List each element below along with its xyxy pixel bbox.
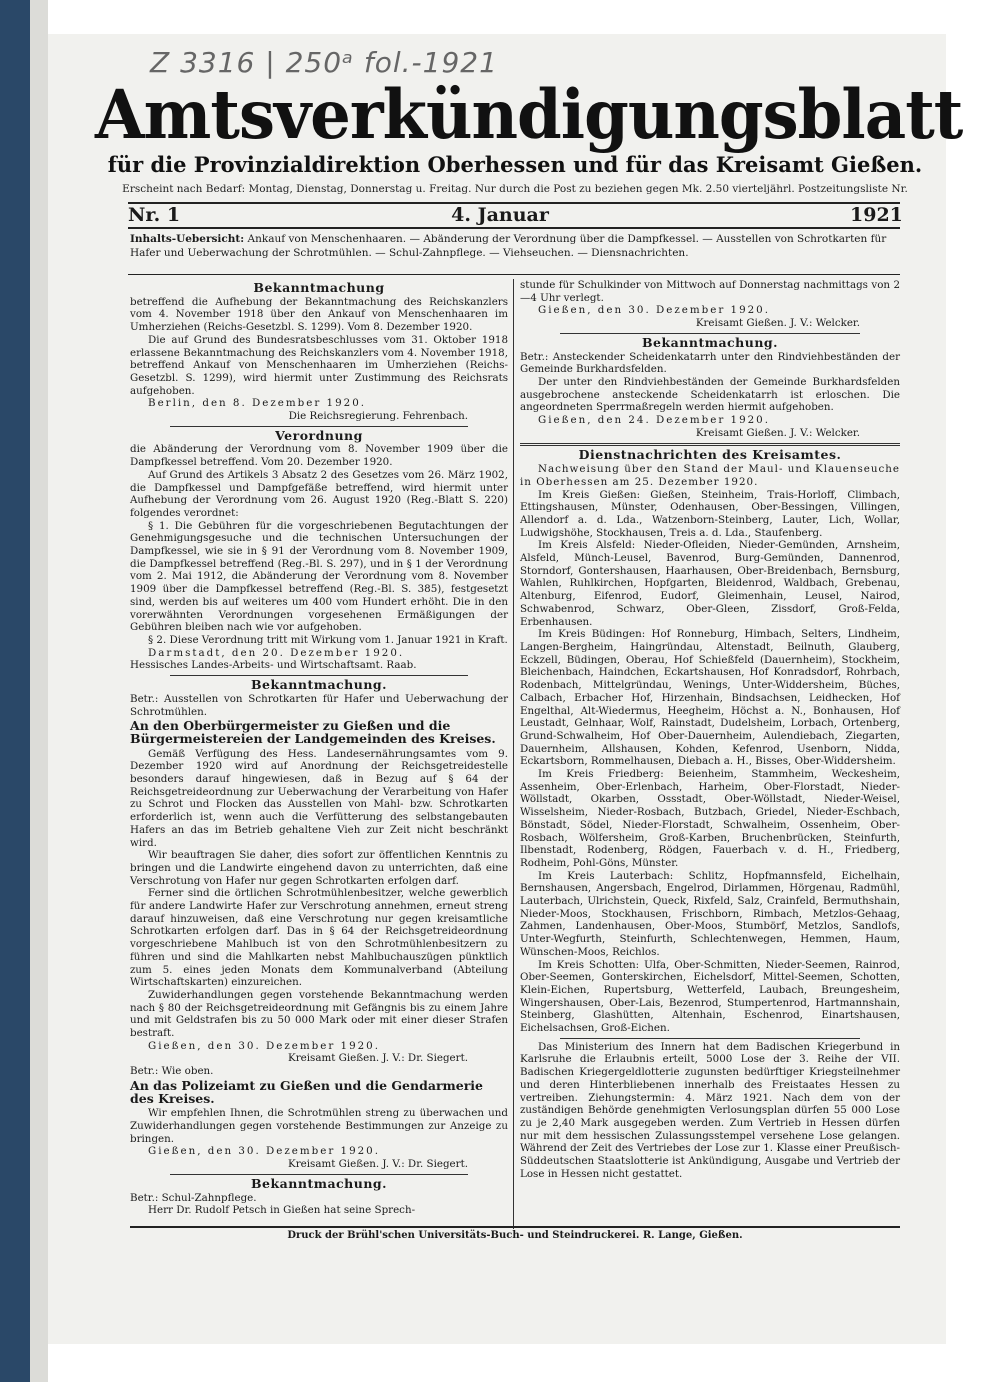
masthead-title: Amtsverkündigungsblatt: [95, 76, 963, 155]
signature: Kreisamt Gießen. J. V.: Dr. Siegert.: [288, 1052, 468, 1065]
printer-footer: Druck der Brühl'schen Universitäts-Buch- und Steindruckerei. R. Lange, Gießen.: [130, 1226, 900, 1241]
section-body: Herr Dr. Rudolf Petsch in Gießen hat seine Sprech-: [148, 1204, 416, 1217]
dateline: Gießen, den 30. Dezember 1920.: [148, 1145, 380, 1158]
right-column: [520, 279, 900, 1181]
issue-year: 1921: [850, 204, 903, 226]
column-separator: [513, 279, 514, 1229]
section-heading: Bekanntmachung.: [641, 334, 779, 350]
signature: Kreisamt Gießen. J. V.: Welcker.: [695, 317, 860, 330]
dateline: Gießen, den 24. Dezember 1920.: [538, 414, 770, 427]
district-list-alsfeld: Im Kreis Alsfeld: Nieder-Ofleiden, Nieder-Gemünden, Arnsheim, Alsfeld, Münch-Leusel, Bavenrod, Burg-Gemünden, Dannenrod, Storndorf, Gontershausen, Haarhausen, Ober-Breidenbach, Bernsburg, Wahlen, Ruhlkirchen, Hopfgarten, Bleidenrod, Waldbach, Grebenau, Altenburg, Eifenrod, Eudorf, Gleimenhain, Leusel, Nairod, Schwabenrod, Schwarz, Ober-Gleen, Zissdorf, Groß-Felda, Erbenhausen.: [520, 539, 900, 628]
issue-date: 4. Januar: [451, 204, 549, 226]
section-body: Auf Grund des Artikels 3 Absatz 2 des Gesetzes vom 26. März 1902, die Dampfkessel und Dampfgefäße betreffend, wird hiermit unter Aufhebung der Verordnung vom 26. August 1920 (Reg.-Blatt S. 220) folgendes verordnet:: [130, 468, 508, 519]
masthead-subtitle: für die Provinzialdirektion Oberhessen und für das Kreisamt Gießen.: [107, 152, 923, 177]
section-divider: [170, 675, 468, 676]
toc-text: Ankauf von Menschenhaaren. — Abänderung der Verordnung über die Dampfkessel. — Ausstellen von Schrotkarten für Hafer und Ueberwachung der Schrotmühlen. — Schul-Zahnpflege. — Viehseuchen. — Diensnachrichten.: [130, 233, 887, 259]
publication-note: Erscheint nach Bedarf: Montag, Dienstag, Donnerstag u. Freitag. Nur durch die Post zu beziehen gegen Mk. 2.50 vierteljährl. Postzeitungsliste Nr.: [122, 183, 908, 195]
district-list-friedberg: Im Kreis Friedberg: Beienheim, Stammheim, Weckesheim, Assenheim, Ober-Erlenbach, Harheim, Ober-Florstadt, Nieder-Wöllstadt, Okarben, Ossstadt, Ober-Wöllstadt, Nieder-Weisel, Wisselsheim, Nieder-Rosbach, Butzbach, Griedel, Nieder-Eschbach, Bönstadt, Södel, Nieder-Florstadt, Schwalheim, Ossenheim, Ober-Rosbach, Wölfersheim, Groß-Karben, Bruchenbrücken, Steinfurth, Ilbenstadt, Rodenberg, Rödgen, Fauerbach v. d. H., Friedberg, Rodheim, Pohl-Göns, Münster.: [520, 768, 900, 869]
section-body: Die auf Grund des Bundesratsbeschlusses vom 31. Oktober 1918 erlassene Bekanntmachung des Reichskanzlers vom 4. November 1918, betreffend Ankauf von Menschenhaaren im Umherziehen (Reichs-Gesetzbl. S. 1299), wird hiermit unter Zustimmung des Reichsrats aufgehoben.: [130, 333, 508, 397]
table-of-contents: [130, 232, 900, 260]
continued-text: stunde für Schulkinder von Mittwoch auf Donnerstag nachmittags von 2—4 Uhr verlegt.: [520, 279, 900, 304]
section-body: § 1. Die Gebühren für die vorgeschriebenen Begutachtungen der Genehmigungsgesuche und die technischen Untersuchungen der Dampfkessel, wie sie in § 91 der Verordnung vom 8. November 1909, die Dampfkessel betreffend (Reg.-Bl. S. 297), und in § 1 der Verordnung vom 2. Mai 1912, die Abänderung der Verordnung vom 8. November 1909 über die Dampfkessel betreffend (Reg.-Bl. S. 385), festgesetzt sind, werden bis auf weiteres um 400 vom Hundert erhöht. Die in den vorerwähnten Verordnungen vorgesehenen Ermäßigungen der Gebühren bleiben nach wie vor aufgehoben.: [130, 519, 508, 634]
section-body: Ferner sind die örtlichen Schrotmühlenbesitzer, welche gewerblich für andere Landwirte Hafer zur Verschrotung annehmen, erneut streng darauf hinzuweisen, daß eine Verschrotung nur gegen kreisamtliche Schrotkarten erfolgen darf. Das in § 64 der Reichsgetreideordnung vorgeschriebene Mahlbuch ist von den Schrotmühlenbesitzern zu führen und sind die Mahlkarten nebst Mahlbuchauszügen pünktlich zum 5. eines jeden Monats dem Kommunalverband (Abteilung Wirtschaftskarten) einzureichen.: [130, 887, 508, 989]
section-heading: Bekanntmachung.: [250, 1175, 388, 1191]
section-body: Wir empfehlen Ihnen, die Schrotmühlen streng zu überwachen und Zuwiderhandlungen gegen vorstehende Bestimmungen zur Anzeige zu bringen.: [130, 1107, 508, 1145]
district-list-buedingen: Im Kreis Büdingen: Hof Ronneburg, Himbach, Selters, Lindheim, Langen-Bergheim, Haingründau, Altenstadt, Beilnuth, Glauberg, Eckzell, Büdingen, Oberau, Hof Schießfeld (Dauernheim), Stockheim, Bleichenbach, Haindchen, Eckartshausen, Hof Konradsdorf, Rohrbach, Rodenbach, Mittelgründau, Wenings, Unter-Widdersheim, Büches, Calbach, Erbacher Hof, Hirzenhain, Bindsachsen, Leidhecken, Hof Engelthal, Alt-Wiedermus, Heegheim, Höchst a. N., Bonhausen, Hof Leustadt, Gelnhaar, Wolf, Rainstadt, Dudelsheim, Lorbach, Ortenberg, Grund-Schwalheim, Hof Ober-Dauernheim, Aulendiebach, Ziegarten, Dauernheim, Allshausen, Kohden, Kefenrod, Usenborn, Nidda, Eckartsborn, Rommelhausen, Diebach a. H., Bisses, Ober-Widdersheim.: [520, 628, 900, 768]
section-body: Der unter den Rindviehbeständen der Gemeinde Burkhardsfelden ausgebrochene ansteckende Scheidenkatarrh ist erloschen. Die angeordneten Sperrmaßregeln werden hiermit aufgehoben.: [520, 375, 900, 414]
signature: Kreisamt Gießen. J. V.: Dr. Siegert.: [288, 1158, 468, 1171]
district-list-schotten: Im Kreis Schotten: Ulfa, Ober-Schmitten, Nieder-Seemen, Rainrod, Ober-Seemen, Gonterskirchen, Eichelsdorf, Mittel-Seemen, Schotten, Klein-Eichen, Rupertsburg, Wetterfeld, Laubach, Breungesheim, Wingershausen, Ober-Lais, Bezenrod, Stumpertenrod, Hartmannshain, Steinberg, Glashütten, Altenhain, Eschenrod, Einartshausen, Eichelsachsen, Groß-Eichen.: [520, 958, 900, 1035]
section-divider: [560, 333, 860, 334]
addressee: An das Polizeiamt zu Gießen und die Gendarmerie des Kreises.: [130, 1077, 483, 1106]
issue-number: Nr. 1: [128, 204, 181, 226]
dateline: Gießen, den 30. Dezember 1920.: [148, 1039, 380, 1052]
subject-line: Betr.: Wie oben.: [130, 1065, 214, 1078]
section-divider: [170, 426, 468, 427]
section-body: § 2. Diese Verordnung tritt mit Wirkung vom 1. Januar 1921 in Kraft.: [148, 633, 508, 646]
subject-line: Betr.: Schul-Zahnpflege.: [130, 1191, 257, 1204]
dateline: Gießen, den 30. Dezember 1920.: [538, 304, 770, 317]
section-divider: [560, 1038, 860, 1039]
subject-line: Betr.: Ansteckender Scheidenkatarrh unter den Rindviehbeständen der Gemeinde Burkhardsfelden.: [520, 350, 900, 376]
section-intro: Nachweisung über den Stand der Maul- und Klauenseuche in Oberhessen am 25. Dezember 1920.: [520, 463, 900, 488]
signature: Hessisches Landes-Arbeits- und Wirtschaftsamt. Raab.: [130, 659, 417, 672]
lottery-notice: Das Ministerium des Innern hat dem Badischen Kriegerbund in Karlsruhe die Erlaubnis erteilt, 5000 Lose der 3. Reihe der VII. Badischen Kriegergeldlotterie zugunsten bedürftiger Kriegsteilnehmer und deren Hinterbliebenen innerhalb des Freistaates Hessen zu vertreiben. Ziehungstermin: 4. März 1921. Nach dem von der zuständigen Behörde genehmigten Verlosungsplan dürfen 55 000 Lose zu je 2,40 Mark ausgegeben werden. Zum Vertrieb in Hessen dürfen nur mit dem hessischen Zulassungsstempel versehene Lose gelangen. Während der Zeit des Vertriebes der Lose zur 1. Klasse einer Preußisch-Süddeutschen Staatslotterie ist Ankündigung, Ausgabe und Vertrieb der Lose in Hessen nicht gestattet.: [520, 1040, 900, 1180]
section-heading: Verordnung: [275, 427, 363, 443]
signature: Die Reichsregierung. Fehrenbach.: [288, 410, 468, 423]
toc-rule: [128, 274, 900, 275]
left-column: [130, 279, 508, 1217]
section-heading: Dienstnachrichten des Kreisamtes.: [578, 447, 842, 463]
archive-pencil-note: Z 3316 | 250ᵃ fol.-1921: [150, 46, 498, 79]
section-intro: betreffend die Aufhebung der Bekanntmachung des Reichskanzlers vom 4. November 1918 über den Ankauf von Menschenhaaren im Umherziehen (Reichs-Gesetzbl. S. 1299). Vom 8. Dezember 1920.: [130, 295, 508, 334]
section-body: Zuwiderhandlungen gegen vorstehende Bekanntmachung werden nach § 80 der Reichsgetreideordnung mit Gefängnis bis zu einem Jahre und mit Geldstrafen bis zu 50 000 Mark oder mit einer dieser Strafen bestraft.: [130, 988, 508, 1040]
issue-rule: [128, 227, 900, 229]
subject-line: Betr.: Ausstellen von Schrotkarten für Hafer und Ueberwachung der Schrotmühlen.: [130, 692, 508, 718]
dateline: Berlin, den 8. Dezember 1920.: [148, 397, 367, 410]
addressee: An den Oberbürgermeister zu Gießen und die Bürgermeistereien der Landgemeinden des Kreises.: [130, 718, 496, 746]
section-heading: Bekanntmachung: [253, 280, 385, 295]
section-body: Gemäß Verfügung des Hess. Landesernährungsamtes vom 9. Dezember 1920 wird auf Anordnung der Reichsgetreidestelle besonders darauf hingewiesen, daß in Bezug auf § 64 der Reichsgetreideordnung zur Ueberwachung der Verarbeitung von Hafer zu Schrot und Flocken das Ausstellen von Mahl- bzw. Schrotkarten erforderlich ist, wenn auch die Verfütterung des selbstangebauten Hafers an das im Betrieb gehaltene Vieh zur Zeit nicht beschränkt wird.: [130, 747, 508, 849]
section-divider: [170, 1174, 468, 1175]
toc-label: Inhalts-Uebersicht:: [130, 233, 245, 245]
section-divider: [520, 443, 900, 446]
section-body: Wir beauftragen Sie daher, dies sofort zur öffentlichen Kenntnis zu bringen und die Landwirte eingehend davon zu unterrichten, daß eine Verschrotung von Hafer nur gegen Schrotkarten erfolgen darf.: [130, 849, 508, 887]
district-list-giessen: Im Kreis Gießen: Gießen, Steinheim, Trais-Horloff, Climbach, Ettingshausen, Münster, Odenhausen, Ober-Bessingen, Villingen, Allendorf a. d. Lda., Watzenborn-Steinberg, Lauter, Lich, Wollar, Ludwigshöhe, Stockhausen, Treis a. d. Lda., Staufenberg.: [520, 488, 900, 539]
signature: Kreisamt Gießen. J. V.: Welcker.: [695, 426, 860, 439]
section-heading: Bekanntmachung.: [250, 677, 388, 693]
section-intro: die Abänderung der Verordnung vom 8. November 1909 über die Dampfkessel betreffend. Vom 20. Dezember 1920.: [130, 443, 508, 469]
dateline: Darmstadt, den 20. Dezember 1920.: [148, 646, 405, 659]
district-list-lauterbach: Im Kreis Lauterbach: Schlitz, Hopfmannsfeld, Eichelhain, Bernshausen, Angersbach, Engelrod, Dirlammen, Hörgenau, Radmühl, Lauterbach, Ulrichstein, Queck, Rixfeld, Salz, Crainfeld, Bermuthshain, Nieder-Moos, Stockhausen, Frischborn, Rimbach, Metzlos-Gehaag, Zahmen, Landenhausen, Ober-Moos, Stumbörf, Metzlos, Sandlofs, Unter-Wegfurth, Steinfurth, Schlechtenwegen, Hemmen, Haum, Wünschen-Moos, Reichlos.: [520, 869, 900, 958]
